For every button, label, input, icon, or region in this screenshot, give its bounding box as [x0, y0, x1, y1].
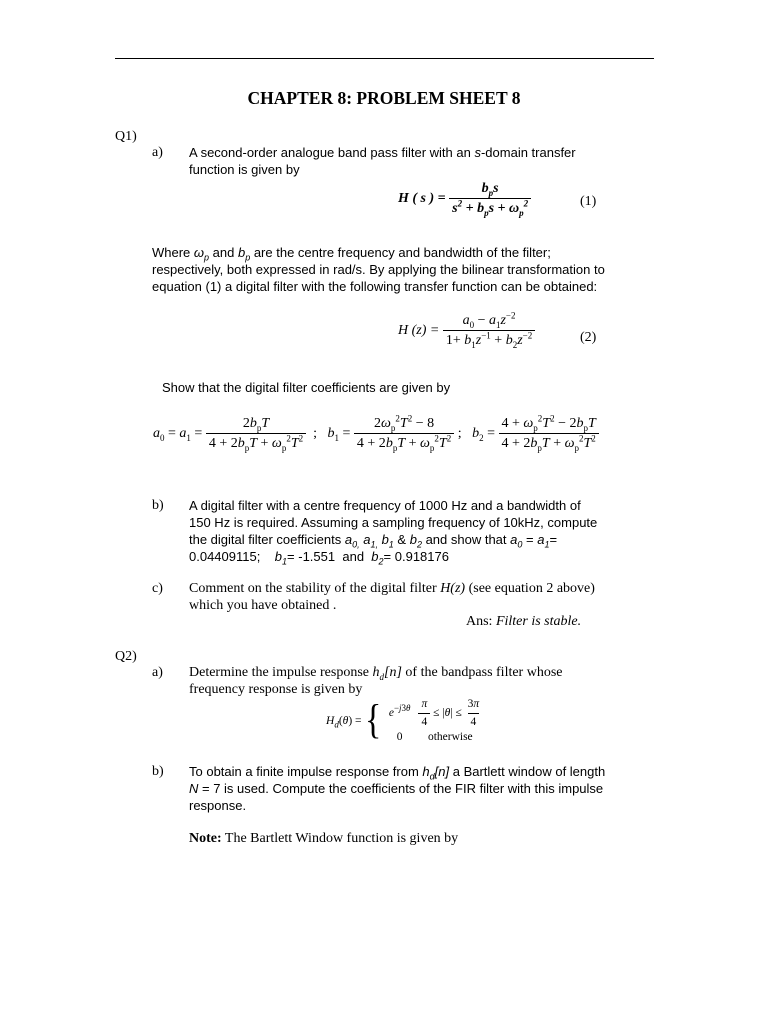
coefficient-equations: $a_0 = a_1$ = $\frac{2b_pT}{4 + 2b_pT + \omega_p^2T^2}$ ; $b_1$ = $\frac{2\omega_p^2T^2 - 8}{4 + 2b_pT + \omega_p^2T^2}$ ; $b_2$ = $\frac{4 + \omega_p^2T^2 - 2b_pT}{4 + 2b_pT + \omega_p^2T^2}$	[153, 415, 599, 452]
eq2-fraction: $\frac{a_0 - a_1z^{-2}}{1+ b_1z^{-1} + b_2z^{-2}}$	[443, 312, 535, 349]
b2-fraction: $\frac{4 + \omega_p^2T^2 - 2b_pT}{4 + 2b_pT + \omega_p^2T^2}$	[499, 415, 599, 452]
q1-part-a-label: a)	[152, 145, 163, 160]
eq1-fraction: $\frac{b_ps}{s^2 + b_ps + \omega_p^2}$	[449, 180, 531, 217]
question-2-label: Q2)	[115, 649, 137, 664]
equation-2-number: (2)	[580, 330, 597, 345]
q2-part-a-label: a)	[152, 665, 163, 680]
q1-part-b-label: b)	[152, 498, 164, 513]
top-rule	[115, 58, 654, 59]
equation-2: H (z) = $\frac{a_0 - a_1z^{-2}}{1+ b_1z^{-1} + b_2z^{-2}}$	[398, 312, 535, 349]
page-title: CHAPTER 8: PROBLEM SHEET 8	[247, 88, 521, 108]
q2a-text: Determine the impulse response $h_d[n]$ of the bandpass filter whose frequency response is given by	[189, 665, 563, 697]
q1b-text: A digital filter with a centre frequency of 1000 Hz and a bandwidth of 150 Hz is required. Assuming a sampling frequency of 10kHz, compute the digital filter coefficients $a_{0,}$ $a_{1,}$ $b_1$ & $b_2$ and show that $a_0 = a_1=$ 0.04409115; $b_1= -1.551$ and $b_2= 0.918176$	[189, 498, 598, 567]
b1-fraction: $\frac{2\omega_p^2T^2 - 8}{4 + 2b_pT + \omega_p^2T^2}$	[354, 415, 454, 452]
frequency-response-equation: $H_d(\theta)$ = { $e^{-j3\theta}$ $\frac{\pi}{4}$ ≤ |θ| ≤ $\frac{3\pi}{4}$ 0 otherwise	[326, 698, 480, 743]
q1-part-c-label: c)	[152, 581, 163, 596]
q1a-where-paragraph: Where $\omega_p$ and $b_p$ are the centre frequency and bandwidth of the filter; respectively, both expressed in rad/s. By applying the bilinear transformation to equation (1) a digital filter with the following transfer function can be obtained:	[152, 245, 605, 294]
question-1-label: Q1)	[115, 129, 137, 144]
q2b-note: Note: The Bartlett Window function is given by	[189, 831, 459, 846]
q2b-text: To obtain a finite impulse response from $h_d[n]$ a Bartlett window of length N = 7 is used. Compute the coefficients of the FIR filter with this impulse response.	[189, 764, 606, 813]
q1a-show-statement: Show that the digital filter coefficients are given by	[162, 380, 451, 395]
q1c-answer: Ans: Filter is stable.	[466, 614, 582, 629]
a0-fraction: $\frac{2b_pT}{4 + 2b_pT + \omega_p^2T^2}$	[206, 415, 306, 452]
q1a-intro: A second-order analogue band pass filter with an s-domain transfer function is given by	[189, 145, 576, 177]
q1c-text: Comment on the stability of the digital filter H(z) (see equation 2 above) which you have obtained .	[189, 581, 595, 613]
equation-1: H ( s ) = $\frac{b_ps}{s^2 + b_ps + \omega_p^2}$	[398, 180, 531, 217]
equation-1-number: (1)	[580, 194, 597, 209]
q2-part-b-label: b)	[152, 764, 164, 779]
